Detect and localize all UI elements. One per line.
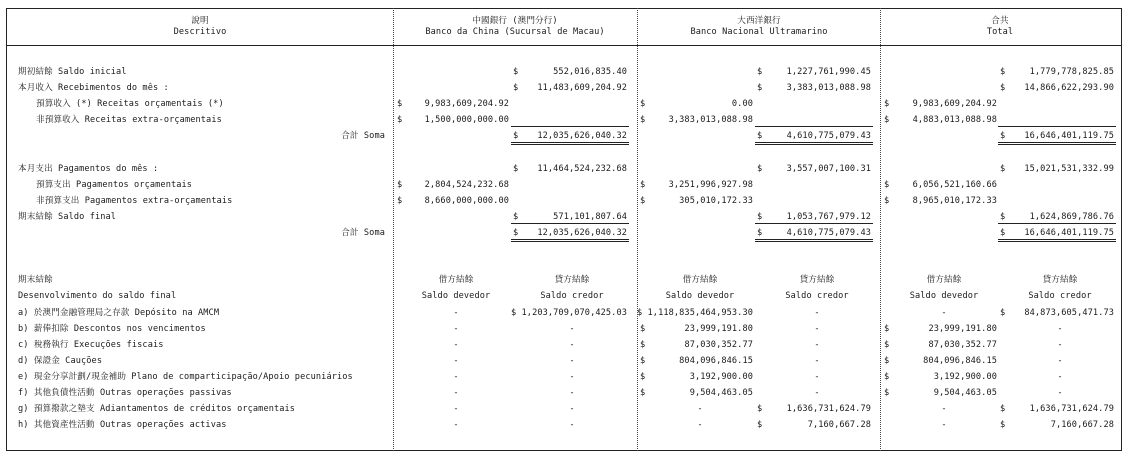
bnu-devedor-value: 804,096,846.15 — [679, 356, 753, 366]
bnu-pagamentos-extra: 305,010,172.33 — [679, 196, 753, 206]
section-title-pt: Desenvolvimento do saldo final — [18, 291, 177, 301]
dollar-sign: $ — [884, 388, 890, 398]
total-saldo-inicial: 1,779,778,825.85 — [1029, 67, 1114, 77]
total-devedor-value: - — [941, 420, 947, 430]
dollar-sign: $ — [513, 228, 519, 238]
total-receitas-extra: 4,883,013,088.98 — [912, 115, 997, 125]
header-total-zh: 合共 — [991, 16, 1009, 26]
dollar-sign: $ — [640, 324, 646, 334]
underline — [998, 223, 1116, 224]
boc-devedor-value: - — [453, 324, 459, 334]
boc-devedor-value: - — [453, 388, 459, 398]
column-divider — [880, 8, 881, 451]
total-credor-value: 84,873,605,471.73 — [1024, 308, 1114, 318]
detail-row-label: b) 薪俸扣除 Descontos nos vencimentos — [18, 324, 206, 334]
total-saldo-final: 1,624,869,786.76 — [1029, 212, 1114, 222]
boc-devedor-value: - — [453, 404, 459, 414]
total-pagamentos: 15,021,531,332.99 — [1024, 164, 1114, 174]
dollar-sign: $ — [513, 83, 519, 93]
underline — [755, 223, 873, 224]
dollar-sign: $ — [397, 115, 403, 125]
total-receitas-orcamentais: 9,983,609,204.92 — [912, 99, 997, 109]
dollar-sign: $ — [513, 67, 519, 77]
boc-credor-value: $ 1,203,709,070,425.03 — [510, 308, 627, 318]
dollar-sign: $ — [640, 115, 646, 125]
boc-receitas-extra: 1,500,000,000.00 — [424, 115, 509, 125]
dollar-sign: $ — [757, 404, 763, 414]
total-recebimentos: 14,866,622,293.90 — [1024, 83, 1114, 93]
bnu-devedor-pt: Saldo devedor — [665, 291, 735, 301]
dollar-sign: $ — [884, 340, 890, 350]
bnu-credor-value: - — [814, 388, 820, 398]
total-soma-2: 16,646,401,119.75 — [1024, 228, 1114, 238]
bnu-devedor-value: 23,999,191.80 — [684, 324, 753, 334]
detail-row-label: h) 其他資產性活動 Outras operações activas — [18, 420, 227, 430]
bnu-devedor-value: - — [697, 420, 703, 430]
dollar-sign: $ — [757, 67, 763, 77]
column-divider — [393, 8, 394, 451]
bnu-pagamentos: 3,557,007,100.31 — [786, 164, 871, 174]
header-bnu-zh: 大西洋銀行 — [737, 16, 781, 26]
dollar-sign: $ — [1000, 67, 1006, 77]
total-credor-value: - — [1057, 356, 1063, 366]
total-devedor-zh: 借方結餘 — [926, 275, 962, 285]
boc-soma: 12,035,626,040.32 — [537, 131, 627, 141]
underline — [511, 223, 629, 224]
dollar-sign: $ — [513, 131, 519, 141]
boc-devedor-zh: 借方結餘 — [438, 275, 474, 285]
dollar-sign: $ — [1000, 131, 1006, 141]
row-label-recebimentos: 本月收入 Recebimentos do mês : — [18, 83, 169, 93]
dollar-sign: $ — [1000, 420, 1006, 430]
boc-credor-value: - — [569, 388, 575, 398]
bnu-credor-value: - — [814, 340, 820, 350]
dollar-sign: $ — [640, 356, 646, 366]
total-credor-pt: Saldo credor — [1028, 291, 1092, 301]
dollar-sign: $ — [640, 196, 646, 206]
detail-row-label: e) 現金分享計劃/現金補助 Plano de comparticipação/Apoio pecuniários — [18, 372, 353, 382]
total-soma: 16,646,401,119.75 — [1024, 131, 1114, 141]
bnu-receitas-extra: 3,383,013,088.98 — [668, 115, 753, 125]
boc-credor-value: - — [569, 420, 575, 430]
header-total-pt: Total — [986, 27, 1014, 37]
dollar-sign: $ — [513, 212, 519, 222]
underline — [998, 126, 1116, 127]
double-underline — [511, 239, 629, 242]
total-devedor-value: - — [941, 308, 947, 318]
dollar-sign: $ — [1000, 308, 1006, 318]
total-credor-value: - — [1057, 388, 1063, 398]
dollar-sign: $ — [757, 131, 763, 141]
total-credor-value: - — [1057, 372, 1063, 382]
underline — [755, 126, 873, 127]
dollar-sign: $ — [884, 324, 890, 334]
boc-credor-value: - — [569, 404, 575, 414]
dollar-sign: $ — [884, 180, 890, 190]
double-underline — [998, 142, 1116, 145]
boc-saldo-final: 571,101,807.64 — [553, 212, 627, 222]
boc-credor-value: - — [569, 356, 575, 366]
bnu-credor-value: 7,160,667.28 — [807, 420, 871, 430]
header-divider — [6, 45, 1122, 46]
bnu-credor-value: - — [814, 308, 820, 318]
dollar-sign: $ — [1000, 228, 1006, 238]
total-devedor-value: 3,192,900.00 — [933, 372, 997, 382]
double-underline — [755, 239, 873, 242]
dollar-sign: $ — [1000, 212, 1006, 222]
total-devedor-value: - — [941, 404, 947, 414]
row-label-pagamentos-extra: 非預算支出 Pagamentos extra-orçamentais — [36, 196, 233, 206]
row-label-saldo-inicial: 期初結餘 Saldo inicial — [18, 67, 127, 77]
boc-receitas-orcamentais: 9,983,609,204.92 — [424, 99, 509, 109]
row-label-saldo-final: 期末結餘 Saldo final — [18, 212, 117, 222]
total-credor-value: 7,160,667.28 — [1050, 420, 1114, 430]
bnu-pagamentos-orcamentais: 3,251,996,927.98 — [668, 180, 753, 190]
boc-credor-zh: 貸方結餘 — [554, 275, 590, 285]
dollar-sign: $ — [884, 196, 890, 206]
column-divider — [637, 8, 638, 451]
bnu-credor-value: - — [814, 356, 820, 366]
bnu-saldo-final: 1,053,767,979.12 — [786, 212, 871, 222]
dollar-sign: $ — [397, 99, 403, 109]
dollar-sign: $ — [884, 356, 890, 366]
total-credor-value: - — [1057, 324, 1063, 334]
bnu-receitas-orcamentais: 0.00 — [731, 99, 753, 109]
bnu-devedor-value: - — [697, 404, 703, 414]
row-label-soma-2: 合計 Soma — [341, 228, 385, 238]
bnu-credor-pt: Saldo credor — [785, 291, 849, 301]
header-descritivo-zh: 說明 — [191, 16, 209, 26]
total-devedor-value: 804,096,846.15 — [923, 356, 997, 366]
detail-row-label: d) 保證金 Cauções — [18, 356, 103, 366]
total-credor-zh: 貸方結餘 — [1042, 275, 1078, 285]
boc-recebimentos: 11,483,609,204.92 — [537, 83, 627, 93]
section-title-zh: 期末結餘 — [18, 275, 53, 285]
boc-devedor-pt: Saldo devedor — [421, 291, 491, 301]
boc-devedor-value: - — [453, 340, 459, 350]
boc-credor-value: - — [569, 340, 575, 350]
boc-pagamentos: 11,464,524,232.68 — [537, 164, 627, 174]
bnu-devedor-value: 3,192,900.00 — [689, 372, 753, 382]
boc-pagamentos-orcamentais: 2,804,524,232.68 — [424, 180, 509, 190]
bnu-devedor-value: 87,030,352.77 — [684, 340, 753, 350]
header-boc-zh: 中國銀行 (澳門分行) — [472, 16, 558, 26]
bnu-devedor-value: $ 1,118,835,464,953.30 — [636, 308, 753, 318]
bnu-credor-value: - — [814, 324, 820, 334]
dollar-sign: $ — [1000, 83, 1006, 93]
bnu-credor-zh: 貸方結餘 — [799, 275, 835, 285]
detail-row-label: f) 其他負債性活動 Outras operações passivas — [18, 388, 232, 398]
boc-devedor-value: - — [453, 356, 459, 366]
dollar-sign: $ — [640, 99, 646, 109]
bnu-recebimentos: 3,383,013,088.98 — [786, 83, 871, 93]
double-underline — [998, 239, 1116, 242]
dollar-sign: $ — [757, 164, 763, 174]
total-pagamentos-extra: 8,965,010,172.33 — [912, 196, 997, 206]
dollar-sign: $ — [640, 340, 646, 350]
boc-soma-2: 12,035,626,040.32 — [537, 228, 627, 238]
dollar-sign: $ — [884, 372, 890, 382]
dollar-sign: $ — [1000, 404, 1006, 414]
row-label-receitas-orcamentais: 預算收入 (*) Receitas orçamentais (*) — [36, 99, 224, 109]
boc-pagamentos-extra: 8,660,000,000.00 — [424, 196, 509, 206]
row-label-pagamentos-orcamentais: 預算支出 Pagamentos orçamentais — [36, 180, 193, 190]
double-underline — [511, 142, 629, 145]
detail-row-label: a) 於澳門金融管理局之存款 Depósito na AMCM — [18, 308, 220, 318]
dollar-sign: $ — [757, 212, 763, 222]
double-underline — [755, 142, 873, 145]
total-credor-value: - — [1057, 340, 1063, 350]
bnu-devedor-zh: 借方結餘 — [682, 275, 718, 285]
dollar-sign: $ — [397, 180, 403, 190]
header-bnu-pt: Banco Nacional Ultramarino — [690, 27, 828, 37]
bnu-soma: 4,610,775,079.43 — [786, 131, 871, 141]
row-label-soma: 合計 Soma — [341, 131, 385, 141]
dollar-sign: $ — [757, 420, 763, 430]
bnu-credor-value: 1,636,731,624.79 — [786, 404, 871, 414]
dollar-sign: $ — [1000, 164, 1006, 174]
dollar-sign: $ — [884, 115, 890, 125]
total-devedor-value: 9,504,463.05 — [933, 388, 997, 398]
boc-devedor-value: - — [453, 372, 459, 382]
row-label-pagamentos: 本月支出 Pagamentos do mês : — [18, 164, 159, 174]
total-devedor-pt: Saldo devedor — [909, 291, 979, 301]
header-boc-pt: Banco da China (Sucursal de Macau) — [425, 27, 605, 37]
dollar-sign: $ — [640, 372, 646, 382]
boc-devedor-value: - — [453, 420, 459, 430]
total-devedor-value: 87,030,352.77 — [928, 340, 997, 350]
bnu-saldo-inicial: 1,227,761,990.45 — [786, 67, 871, 77]
total-devedor-value: 23,999,191.80 — [928, 324, 997, 334]
total-credor-value: 1,636,731,624.79 — [1029, 404, 1114, 414]
total-pagamentos-orcamentais: 6,056,521,160.66 — [912, 180, 997, 190]
row-label-receitas-extra: 非預算收入 Receitas extra-orçamentais — [36, 115, 222, 125]
boc-credor-value: - — [569, 324, 575, 334]
dollar-sign: $ — [513, 164, 519, 174]
boc-devedor-value: - — [453, 308, 459, 318]
dollar-sign: $ — [884, 99, 890, 109]
dollar-sign: $ — [757, 228, 763, 238]
detail-row-label: g) 預算撥款之墊支 Adiantamentos de créditos orçamentais — [18, 404, 296, 414]
boc-credor-pt: Saldo credor — [540, 291, 604, 301]
bnu-devedor-value: 9,504,463.05 — [689, 388, 753, 398]
bnu-soma-2: 4,610,775,079.43 — [786, 228, 871, 238]
boc-saldo-inicial: 552,016,835.40 — [553, 67, 627, 77]
detail-row-label: c) 稅務執行 Execuções fiscais — [18, 340, 164, 350]
dollar-sign: $ — [640, 388, 646, 398]
dollar-sign: $ — [640, 180, 646, 190]
header-descritivo-pt: Descritivo — [173, 27, 227, 37]
boc-credor-value: - — [569, 372, 575, 382]
dollar-sign: $ — [757, 83, 763, 93]
underline — [511, 126, 629, 127]
dollar-sign: $ — [397, 196, 403, 206]
bnu-credor-value: - — [814, 372, 820, 382]
